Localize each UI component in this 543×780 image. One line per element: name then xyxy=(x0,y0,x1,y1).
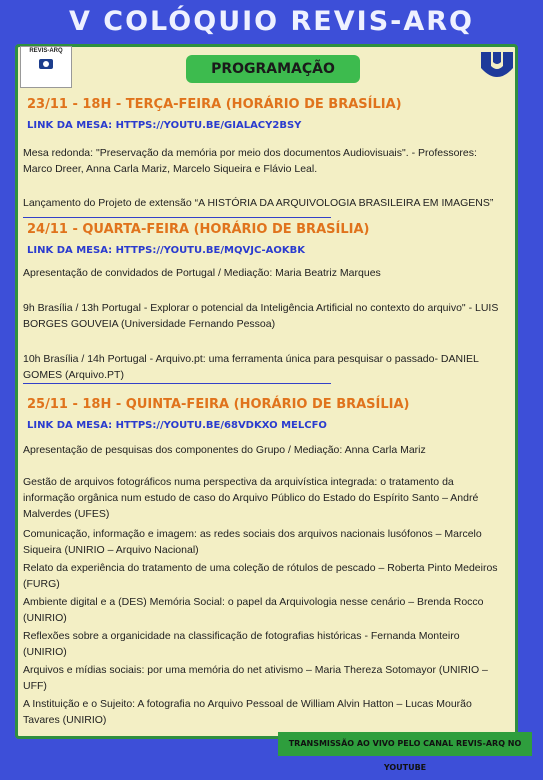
divider xyxy=(23,383,331,384)
university-logo-icon xyxy=(479,48,515,82)
divider xyxy=(23,217,331,218)
day3-item: Comunicação, informação e imagem: as redes sociais dos arquivos nacionais lusófonos – Marcelo Siqueira (UNIRIO – Arquivo Nacional) xyxy=(23,528,482,556)
day3-intro: Apresentação de pesquisas dos componentes do Grupo / Mediação: Anna Carla Mariz xyxy=(23,444,426,456)
day3-item: A Instituição e o Sujeito: A fotografia no Arquivo Pessoal de William Alvin Hatton – Lucas Mourão Tavares (UNIRIO) xyxy=(23,698,472,726)
day2-intro: Apresentação de convidados de Portugal / Mediação: Maria Beatriz Marques xyxy=(23,267,381,279)
day2-date: 24/11 - QUARTA-FEIRA (HORÁRIO DE BRASÍLIA) xyxy=(27,222,370,237)
revis-arq-logo xyxy=(20,46,72,88)
day3-item: Ambiente digital e a (DES) Memória Social: o papel da Arquivologia nesse cenário – Brenda Rocco (UNIRIO) xyxy=(23,596,484,624)
day2-talk2: 10h Brasília / 14h Portugal - Arquivo.pt: uma ferramenta única para pesquisar o passado- DANIEL GOMES (Arquivo.PT) xyxy=(23,353,479,381)
day3-item: Arquivos e mídias sociais: por uma memória do net ativismo – Maria Thereza Sotomayor (UNIRIO – UFF) xyxy=(23,664,488,692)
logo-text: REVIS-ARQ xyxy=(29,48,63,54)
day1-link[interactable]: LINK DA MESA: HTTPS://YOUTU.BE/GIALACY2BSY xyxy=(27,120,302,131)
page-title: V COLÓQUIO REVIS-ARQ xyxy=(68,6,474,37)
day1-roundtable: Mesa redonda: "Preservação da memória por meio dos documentos Audiovisuais". - Professores: Marco Dreer, Anna Carla Mariz, Marcelo Siqueira e Flávio Leal. xyxy=(23,147,477,175)
day2-link[interactable]: LINK DA MESA: HTTPS://YOUTU.BE/MQVJC-AOKBK xyxy=(27,245,306,256)
day1-date: 23/11 - 18H - TERÇA-FEIRA (HORÁRIO DE BRASÍLIA) xyxy=(27,97,402,112)
live-stream-banner: TRANSMISSÃO AO VIVO PELO CANAL REVIS-ARQ NO YOUTUBE xyxy=(278,732,532,756)
day3-item: Gestão de arquivos fotográficos numa perspectiva da arquivística integrada: o tratamento da informação orgânica num estudo de caso do Arquivo Público do Estado do Espírito Santo – André Malverdes (UFES) xyxy=(23,476,479,520)
day3-item: Relato da experiência do tratamento de uma coleção de rótulos de pescado – Roberta Pinto Medeiros (FURG) xyxy=(23,562,498,590)
day3-date: 25/11 - 18H - QUINTA-FEIRA (HORÁRIO DE BRASÍLIA) xyxy=(27,397,410,412)
day3-link[interactable]: LINK DA MESA: HTTPS://YOUTU.BE/68VDKXO MELCFO xyxy=(27,420,327,431)
program-badge: PROGRAMAÇÃO xyxy=(186,55,360,83)
camera-icon xyxy=(39,59,53,69)
day3-item: Reflexões sobre a organicidade na classificação de fotografias históricas - Fernanda Monteiro (UNIRIO) xyxy=(23,630,460,658)
day1-launch: Lançamento do Projeto de extensão “A HISTÓRIA DA ARQUIVOLOGIA BRASILEIRA EM IMAGENS” xyxy=(23,197,494,209)
day2-talk1: 9h Brasília / 13h Portugal - Explorar o potencial da Inteligência Artificial no contexto do arquivo" - LUIS BORGES GOUVEIA (Universidade Fernando Pessoa) xyxy=(23,302,499,330)
